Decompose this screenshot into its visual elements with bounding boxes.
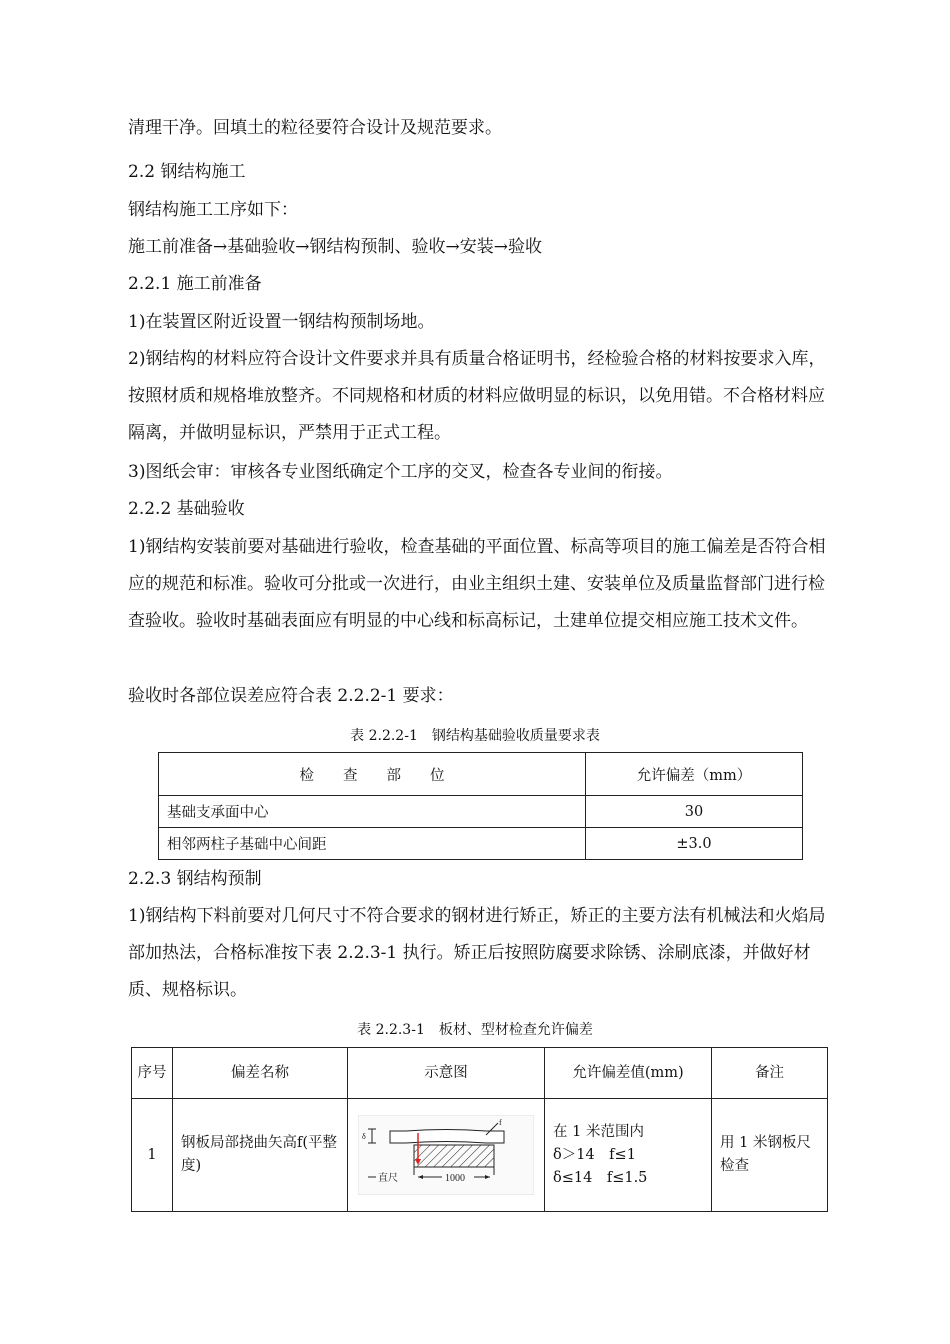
table1-header-tolerance: 允许偏差（mm） xyxy=(586,753,803,796)
table2-header-tolerance: 允许偏差值(mm) xyxy=(545,1048,712,1099)
table2-header-diagram: 示意图 xyxy=(348,1048,545,1099)
table2-cell-tolerance xyxy=(545,1099,712,1212)
heading-2-2-1: 2.2.1 施工前准备 xyxy=(128,274,262,294)
table1-cell-tolerance: 30 xyxy=(586,796,803,828)
paragraph-sequence-intro: 钢结构施工工序如下： xyxy=(128,200,298,220)
table2-header-no: 序号 xyxy=(132,1048,173,1099)
table2-header-remark: 备注 xyxy=(712,1048,828,1099)
table1-header-part: 检 查 部 位 xyxy=(159,753,586,796)
paragraph-sequence: 施工前准备→基础验收→钢结构预制、验收→安装→验收 xyxy=(128,237,542,257)
table-row xyxy=(159,828,803,860)
diagram-label-length: 1000 xyxy=(445,1173,465,1184)
diagram-label-f: f xyxy=(499,1118,502,1127)
paragraph-table-ref: 验收时各部位误差应符合表 2.2.2-1 要求： xyxy=(128,686,454,706)
heading-2-2-2: 2.2.2 基础验收 xyxy=(128,499,245,519)
table1-cell-part: 相邻两柱子基础中心间距 xyxy=(159,828,586,860)
heading-2-2-3: 2.2.3 钢结构预制 xyxy=(128,869,262,889)
table-row xyxy=(132,1099,828,1212)
paragraph-item-2: 2)钢结构的材料应符合设计文件要求并具有质量合格证明书，经检验合格的材料按要求入库，按照材质和规格堆放整齐。不同规格和材质的材料应做明显的标识，以免用错。不合格材料应隔离，并做明显标识，严禁用于正式工程。 xyxy=(128,349,826,443)
table-row xyxy=(159,796,803,828)
paragraph-item-1: 1)在装置区附近设置一钢结构预制场地。 xyxy=(128,312,435,332)
paragraph-foundation: 1)钢结构安装前要对基础进行验收，检查基础的平面位置、标高等项目的施工偏差是否符合相应的规范和标准。验收可分批或一次进行，由业主组织土建、安装单位及质量监督部门进行检查验收。验收时基础表面应有明显的中心线和标高标记，土建单位提交相应施工技术文件。 xyxy=(128,537,826,631)
table1-caption: 表 2.2.2-1 钢结构基础验收质量要求表 xyxy=(350,728,600,744)
foundation-tolerance-table xyxy=(158,752,803,860)
heading-2-2: 2.2 钢结构施工 xyxy=(128,162,246,182)
tolerance-line-1: 在 1 米范围内 xyxy=(553,1123,644,1140)
plate-flatness-diagram xyxy=(358,1115,534,1195)
table1-cell-tolerance: ±3.0 xyxy=(586,828,803,860)
table2-cell-diagram xyxy=(348,1099,545,1212)
paragraph-straightening: 1)钢结构下料前要对几何尺寸不符合要求的钢材进行矫正，矫正的主要方法有机械法和火焰局部加热法，合格标准按下表 2.2.3-1 执行。矫正后按照防腐要求除锈、涂刷底漆，并做好材质、规格标识。 xyxy=(128,906,826,1000)
paragraph-backfill: 清理干净。回填土的粒径要符合设计及规范要求。 xyxy=(128,118,502,138)
table1-cell-part: 基础支承面中心 xyxy=(159,796,586,828)
plate-tolerance-table xyxy=(131,1047,828,1212)
table2-cell-name: 钢板局部挠曲矢高f(平整度) xyxy=(173,1099,348,1212)
diagram-label-delta: δ xyxy=(362,1132,366,1141)
table2-header-name: 偏差名称 xyxy=(173,1048,348,1099)
diagram-label-ruler: 直尺 xyxy=(378,1173,398,1184)
tolerance-line-3: δ≤14 f≤1.5 xyxy=(553,1169,648,1186)
table2-cell-no: 1 xyxy=(132,1099,173,1212)
tolerance-line-2: δ＞14 f≤1 xyxy=(553,1146,636,1163)
paragraph-item-3: 3)图纸会审：审核各专业图纸确定个工序的交叉，检查各专业间的衔接。 xyxy=(128,462,673,482)
table2-caption: 表 2.2.3-1 板材、型材检查允许偏差 xyxy=(357,1022,593,1038)
table2-cell-remark: 用 1 米钢板尺检查 xyxy=(712,1099,828,1212)
